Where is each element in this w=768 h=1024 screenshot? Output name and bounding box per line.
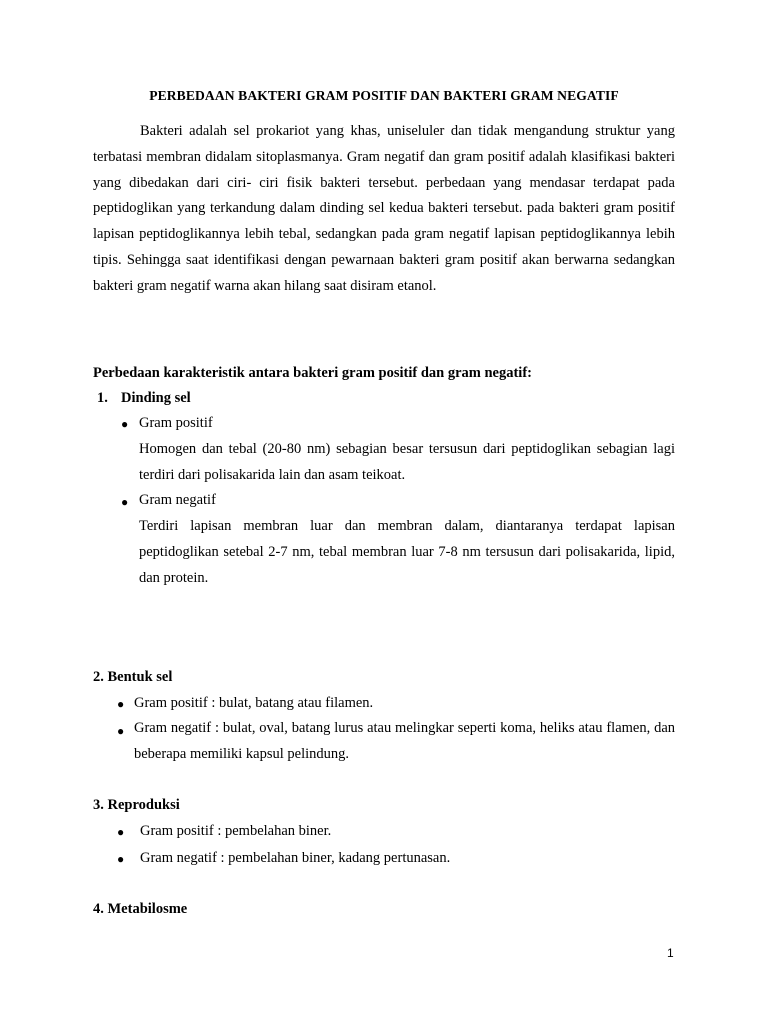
s2-bullet-2: Gram negatif : bulat, oval, batang lurus atau melingkar seperti koma, heliks atau flamen, dan beberapa memiliki kapsul pelindung. xyxy=(134,720,675,762)
document-title: PERBEDAAN BAKTERI GRAM POSITIF DAN BAKTERI GRAM NEGATIF xyxy=(149,88,619,103)
s1-bullet-2-label: Gram negatif xyxy=(139,492,216,508)
bullet-icon: ● xyxy=(117,724,125,738)
section-2-heading: 2. Bentuk sel xyxy=(93,669,173,685)
bullet-icon: ● xyxy=(117,852,125,866)
s1-bullet-1-text: Homogen dan tebal (20-80 nm) sebagian besar tersusun dari peptidoglikan sebagian lagi terdiri dari polisakarida lain dan asam teikoat. xyxy=(139,441,675,483)
bullet-icon: ● xyxy=(117,697,125,711)
section-1-number: 1. xyxy=(97,390,108,406)
s1-bullet-1-label: Gram positif xyxy=(139,415,213,431)
bullet-icon: ● xyxy=(121,495,129,509)
s3-bullet-1: Gram positif : pembelahan biner. xyxy=(140,823,332,839)
bullet-icon: ● xyxy=(121,417,129,431)
s3-bullet-2: Gram negatif : pembelahan biner, kadang pertunasan. xyxy=(140,850,451,866)
characteristics-heading: Perbedaan karakteristik antara bakteri gram positif dan gram negatif: xyxy=(93,365,532,381)
s2-bullet-1: Gram positif : bulat, batang atau filamen. xyxy=(134,695,374,711)
section-4-heading: 4. Metabilosme xyxy=(93,901,188,917)
s1-bullet-2-text: Terdiri lapisan membran luar dan membran dalam, diantaranya terdapat lapisan peptidoglikan setebal 2-7 nm, tebal membran luar 7-8 nm tersusun dari polisakarida, lipid, dan protein. xyxy=(139,518,675,586)
page-number: 1 xyxy=(667,946,674,960)
bullet-icon: ● xyxy=(117,825,125,839)
intro-paragraph: Bakteri adalah sel prokariot yang khas, uniseluler dan tidak mengandung struktur yang terbatasi membran didalam sitoplasmanya. Gram negatif dan gram positif adalah klasifikasi bakteri yang dibedakan dari ciri- ciri fisik bakteri tersebut. perbedaan yang mendasar terdapat pada peptidoglikan yang terkandung dalam dinding sel kedua bakteri tersebut. pada bakteri gram positif lapisan peptidoglikannya lebih tebal, sedangkan pada gram negatif lapisan peptidoglikannya lebih tipis. Sehingga saat identifikasi dengan pewarnaan bakteri gram positif akan berwarna sedangkan bakteri gram negatif warna akan hilang saat disiram etanol. xyxy=(93,123,675,294)
section-3-heading: 3. Reproduksi xyxy=(93,797,180,813)
section-1-heading: Dinding sel xyxy=(121,390,191,406)
